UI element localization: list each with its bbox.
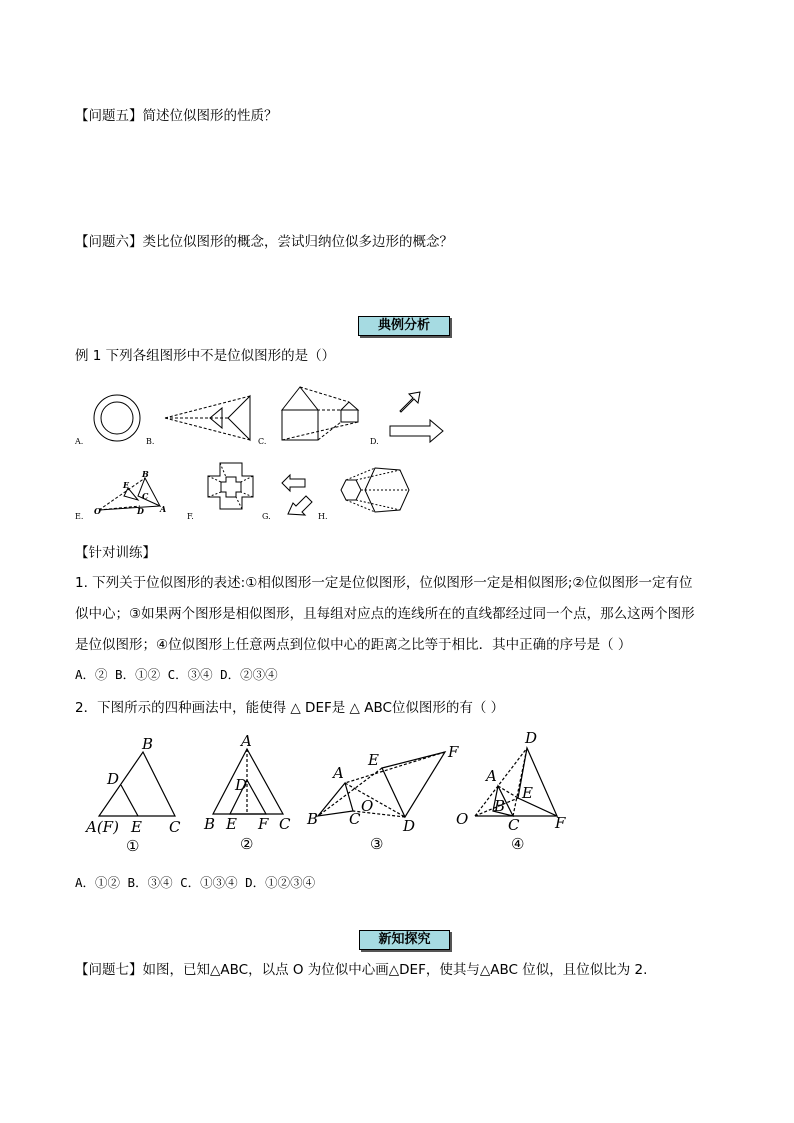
problem-one-line2: 似中心；③如果两个图形是相似图形，且每组对应点的连线所在的直线都经过同一个点，那么这两个图形	[75, 606, 695, 622]
fig-number-1: ①	[126, 837, 140, 855]
figure-three	[318, 752, 445, 817]
option-f-label: F.	[187, 512, 194, 521]
fig-e-label-o: O	[94, 506, 101, 516]
fig4-label-b: B	[494, 797, 506, 815]
example-one-stem: 例 1 下列各组图形中不是位似图形的是（）	[75, 348, 336, 364]
fig-e-label-d: D	[137, 506, 144, 516]
question-six: 【问题六】类比位似图形的概念，尝试归纳位似多边形的概念？	[75, 234, 453, 250]
fig2-label-c: C	[279, 815, 291, 833]
fig3-label-f: F	[448, 743, 459, 761]
fig1-label-c: C	[169, 818, 181, 836]
fig4-label-c: C	[508, 816, 520, 834]
fig3-label-d: D	[403, 817, 416, 835]
training-heading: 【针对训练】	[75, 545, 156, 561]
fig1-label-af: A(F)	[86, 818, 119, 836]
question-seven: 【问题七】如图，已知△ABC，以点 O 为位似中心画△DEF，使其与△ABC 位似，且位似比为 2.	[75, 962, 648, 978]
problem-one-line1: 1. 下列关于位似图形的表述:①相似图形一定是位似图形，位似图形一定是相似图形;②位似图形一定有位	[75, 575, 693, 591]
fig3-label-o: O	[361, 797, 374, 815]
problem-two-options: A．①② B．③④ C．①③④ D．①②③④	[75, 875, 316, 890]
fig-e-label-e: E	[123, 480, 130, 490]
section-banner-explore: 新知探究	[359, 930, 450, 950]
fig3-label-a: A	[333, 764, 344, 782]
option-h-label: H.	[318, 512, 328, 521]
fig2-label-a: A	[241, 732, 252, 750]
option-b-label: B.	[146, 437, 155, 446]
fig-e-label-a: A	[160, 504, 167, 514]
fig2-label-d: D	[235, 776, 248, 794]
option-a-label: A.	[75, 437, 84, 446]
fig-e-label-c: C	[142, 491, 149, 501]
fig1-label-d: D	[107, 770, 120, 788]
fig-number-3: ③	[370, 835, 384, 853]
section-banner-examples: 典例分析	[358, 316, 450, 336]
fig-number-2: ②	[240, 835, 254, 853]
fig1-label-b: B	[142, 735, 154, 753]
fig4-label-o: O	[456, 810, 469, 828]
fig1-label-e: E	[131, 818, 142, 836]
problem-two-stem: 2．下图所示的四种画法中，能使得 △ DEF是 △ ABC位似图形的有（ ）	[75, 700, 505, 716]
fig2-label-f: F	[258, 815, 269, 833]
fig3-label-e: E	[368, 751, 379, 769]
fig3-label-c: C	[349, 810, 361, 828]
fig-e-label-b: B	[142, 469, 149, 479]
option-g-label: G.	[262, 512, 271, 521]
option-e-label: E.	[75, 512, 84, 521]
question-five: 【问题五】简述位似图形的性质？	[75, 108, 278, 124]
option-c-label: C.	[258, 437, 267, 446]
fig2-label-e: E	[226, 815, 237, 833]
fig4-label-d: D	[525, 729, 538, 747]
figure-two	[213, 749, 283, 814]
fig3-label-b: B	[307, 810, 319, 828]
fig-number-4: ④	[511, 835, 525, 853]
fig4-label-e: E	[522, 784, 533, 802]
option-d-label: D.	[370, 437, 379, 446]
problem-one-options: A．② B．①② C．③④ D．②③④	[75, 667, 278, 682]
problem-one-line3: 是位似图形；④位似图形上任意两点到位似中心的距离之比等于相比．其中正确的序号是（ ）	[75, 637, 632, 653]
fig2-label-b: B	[204, 815, 216, 833]
fig4-label-a: A	[486, 767, 497, 785]
fig4-label-f: F	[555, 814, 566, 832]
